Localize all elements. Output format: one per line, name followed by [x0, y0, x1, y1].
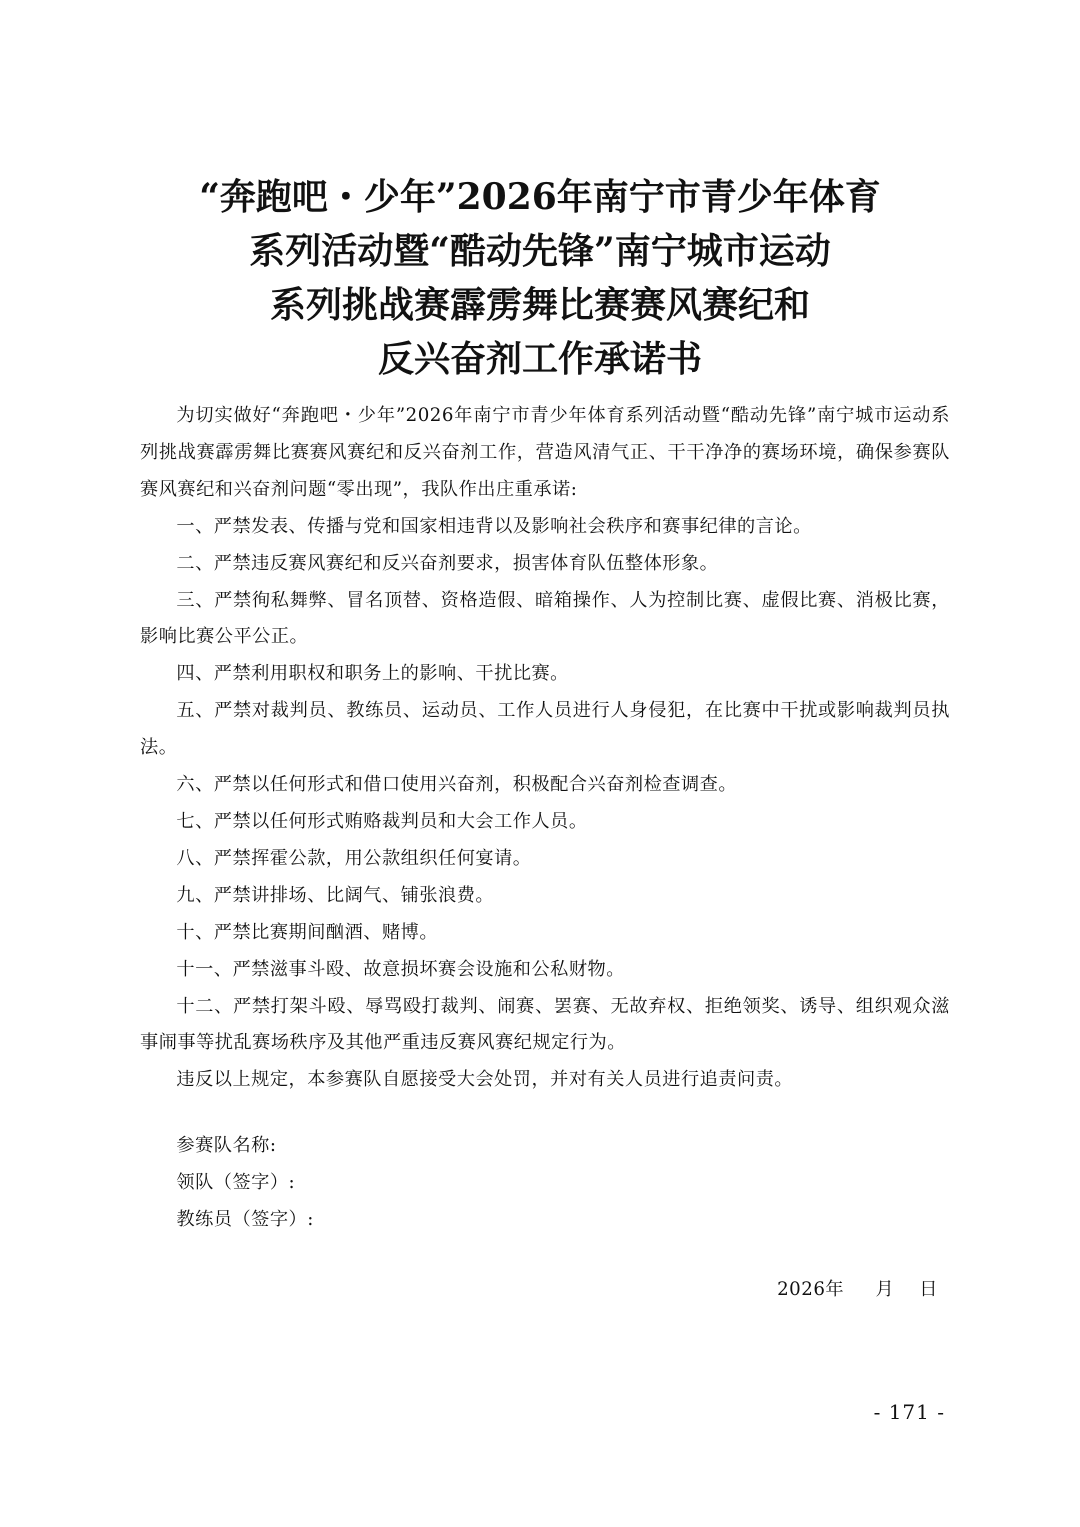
pledge-body [140, 398, 950, 1099]
page-number: - 171 - [873, 1400, 945, 1424]
pledge-item: 十、严禁比赛期间酗酒、赌博。 [176, 921, 439, 943]
pledge-item: 七、严禁以任何形式贿赂裁判员和大会工作人员。 [176, 810, 588, 832]
pledge-item: 六、严禁以任何形式和借口使用兴奋剂，积极配合兴奋剂检查调查。 [176, 774, 738, 796]
pledge-item: 九、严禁讲排场、比阔气、铺张浪费。 [176, 884, 495, 906]
team-name-label: 参赛队名称: [176, 1135, 277, 1156]
leader-signature-label: 领队（签字）: [176, 1171, 296, 1193]
intro-paragraph: 为切实做好“奔跑吧・少年”2026年南宁市青少年体育系列活动暨“酷动先锋”南宁城市运动系列挑战赛霹雳舞比赛赛风赛纪和反兴奋剂工作，营造风清气正、干干净净的赛场环境，确保参赛队赛风赛纪和兴奋剂问题“零出现”，我队作出庄重承诺: [140, 405, 950, 500]
pledge-item: 十一、严禁滋事斗殴、故意损坏赛会设施和公私财物。 [176, 958, 625, 980]
title-line: 系列活动暨“酷动先锋”南宁城市运动 [249, 230, 831, 272]
title-line: 系列挑战赛霹雳舞比赛赛风赛纪和 [269, 284, 810, 326]
coach-signature-label: 教练员（签字）: [176, 1208, 314, 1230]
closing-paragraph: 违反以上规定，本参赛队自愿接受大会处罚，并对有关人员进行追责问责。 [176, 1069, 794, 1091]
date-line: 2026年 月 日 [777, 1279, 938, 1300]
pledge-item: 三、严禁徇私舞弊、冒名顶替、资格造假、暗箱操作、人为控制比赛、虚假比赛、消极比赛，影响比赛公平公正。 [140, 589, 950, 648]
pledge-item: 四、严禁利用职权和职务上的影响、干扰比赛。 [176, 663, 569, 685]
pledge-item: 八、严禁挥霍公款，用公款组织任何宴请。 [176, 847, 532, 869]
pledge-item: 十二、严禁打架斗殴、辱骂殴打裁判、闹赛、罢赛、无故弃权、拒绝领奖、诱导、组织观众滋事闹事等扰乱赛场秩序及其他严重违反赛风赛纪规定行为。 [140, 995, 950, 1054]
document-title [120, 170, 960, 386]
signature-block [140, 1128, 950, 1239]
pledge-item: 一、严禁发表、传播与党和国家相违背以及影响社会秩序和赛事纪律的言论。 [176, 515, 812, 537]
pledge-item: 二、严禁违反赛风赛纪和反兴奋剂要求，损害体育队伍整体形象。 [176, 552, 719, 574]
title-line: 反兴奋剂工作承诺书 [377, 338, 702, 380]
pledge-item: 五、严禁对裁判员、教练员、运动员、工作人员进行人身侵犯，在比赛中干扰或影响裁判员执法。 [140, 700, 950, 759]
title-line: “奔跑吧・少年”2026年南宁市青少年体育 [199, 176, 881, 218]
